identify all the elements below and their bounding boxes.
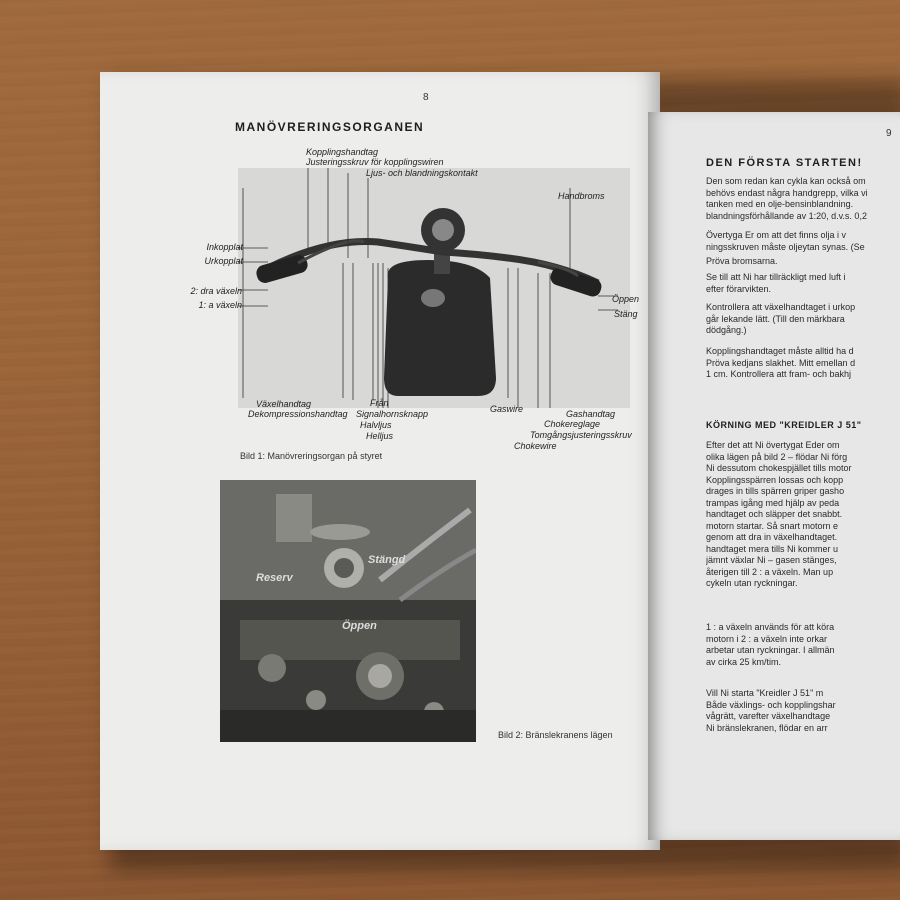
label-fran: Från [370,398,389,408]
label-dra-vaxeln: 2: dra växeln [190,286,242,296]
label-tomgang: Tomgångsjusteringsskruv [530,430,632,440]
left-page-number: 8 [423,92,429,103]
right-paragraph-8: 1 : a växeln används för att köra motorn i 2 : a växeln inte orkar arbetar utan ryckningar. I allmän av cirka 25 km/tim. [706,622,835,667]
label-oppen: Öppen [612,294,640,304]
photo2-label-oppen: Öppen [342,620,377,632]
label-handbroms: Handbroms [558,191,605,201]
label-stangd: Stäng [614,309,638,319]
left-page-heading: MANÖVRERINGSORGANEN [235,120,425,134]
handlebar-photo [238,168,630,408]
photo2-label-stangd: Stängd [368,554,406,566]
label-signalhorn: Signalhornsknapp [356,409,429,419]
label-vaxelhandtag: Växelhandtag [256,399,312,409]
figure2-caption: Bild 2: Bränslekranens lägen [498,730,613,740]
label-halvljus: Halvljus [360,420,392,430]
label-inkopplat: Inkopplat [206,242,243,252]
label-ljus: Ljus- och blandningskontakt [366,168,478,178]
label-kopplingshandtag: Kopplingshandtag [306,147,379,157]
label-dekompression: Dekompressionshandtag [248,409,348,419]
right-paragraph-4: Se till att Ni har tillräckligt med luft i efter förarvikten. [706,272,846,294]
figure1-caption: Bild 1: Manövreringsorgan på styret [240,451,383,461]
label-urkopplat: Urkopplat [204,256,243,266]
fuel-tap-photo [220,480,476,742]
label-gashandtag: Gashandtag [566,409,616,419]
label-helljus: Helljus [366,431,394,441]
right-paragraph-5: Kontrollera att växelhandtaget i urkop går lekande lätt. (Till den märkbara dödgång.) [706,302,856,335]
right-heading-first-start: DEN FÖRSTA STARTEN! [706,157,863,169]
right-page-number: 9 [886,128,892,139]
right-paragraph-7: Efter det att Ni övertygat Eder om olika lägen på bild 2 – flödar Ni förg Ni dessutom chokespjället tills motor Kopplingsspärren lossas och kopp drages in tills spärren griper gasho trampas igång med hjälp av peda handtaget och släpper det snabbt. motorn startar. Så snart motorn e genom att dra in växelhandtaget. handtaget mera tills Ni kommer u jämnt växlar Ni – gasen stänges, återigen till 2 : a växeln. Man up cykeln utan ryckningar. [706,440,852,588]
right-heading-kreidler: KÖRNING MED "KREIDLER J 51" [706,420,862,430]
label-justeringsskruv: Justeringsskruv för kopplingswiren [306,157,444,167]
photo2-label-reserv: Reserv [256,572,293,584]
label-chokereglage: Chokereglage [544,419,601,429]
label-chokewire: Chokewire [514,441,557,451]
right-paragraph-1: Den som redan kan cykla kan också om behövs endast några handgrepp, vilka vi tanken med en olje-bensinblandning. blandningsförhållande av 1:20, d.v.s. 0,2 [706,176,868,221]
right-paragraph-9: Vill Ni starta "Kreidler J 51" m Både växlings- och kopplingshar vågrätt, varefter växelhandtage Ni bränslekranen, flödar en arr [706,688,836,733]
right-paragraph-6: Kopplingshandtaget måste alltid ha d Pröva kedjans slakhet. Mitt emellan d 1 cm. Kontrollera att fram- och bakhj [706,346,856,379]
right-paragraph-3: Pröva bromsarna. [706,256,778,266]
label-a-vaxeln: 1: a växeln [198,300,242,310]
right-paragraph-2: Övertyga Er om att det finns olja i v ningsskruven måste oljeytan synas. (Se [706,230,865,252]
label-gaswire: Gaswire [490,404,524,414]
